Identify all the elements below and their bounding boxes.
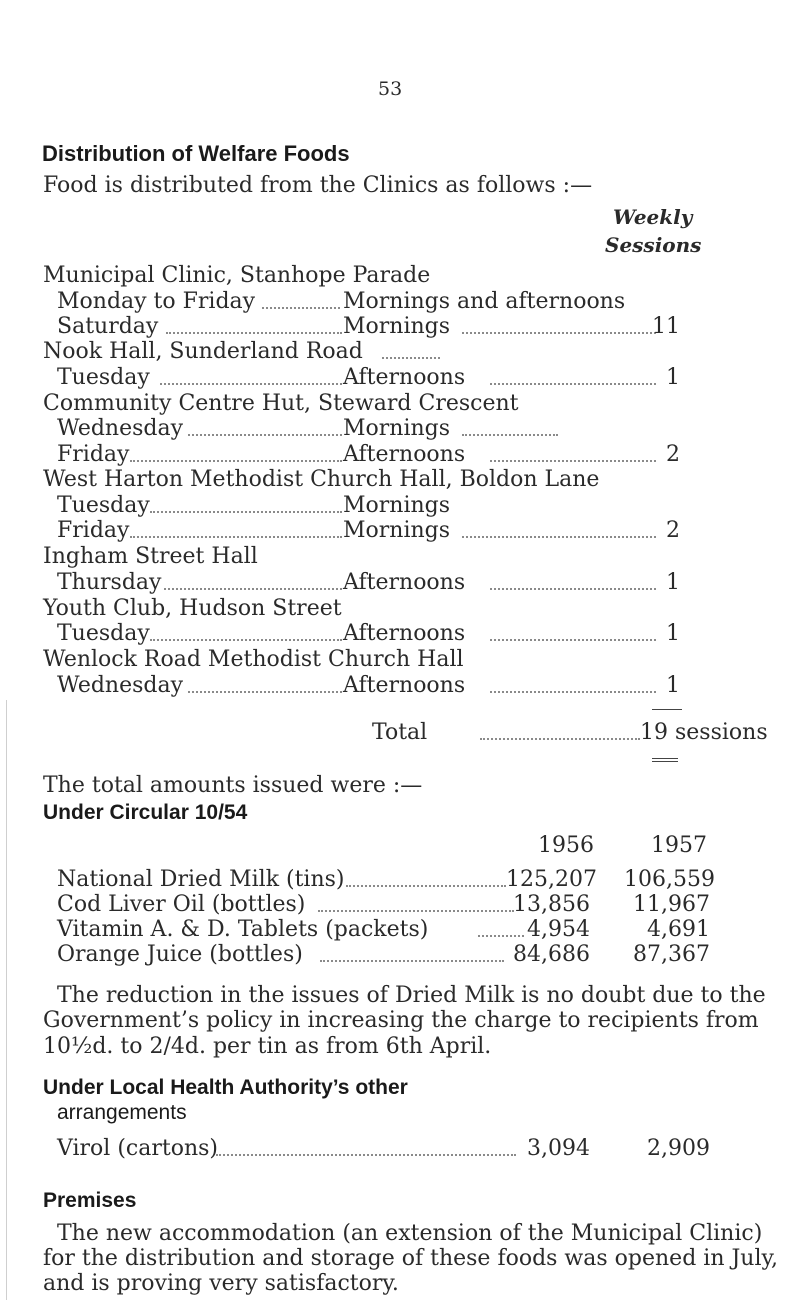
clinic-day: Wednesday — [57, 416, 184, 441]
item-1957: 4,691 — [647, 917, 710, 942]
premises-heading: Premises — [43, 1189, 137, 1212]
clinic-time: Afternoons — [343, 570, 466, 595]
item-1956: 13,856 — [513, 892, 590, 917]
section-title: Distribution of Welfare Foods — [42, 141, 350, 166]
clinic-time: Afternoons — [343, 673, 466, 698]
item-1957: 106,559 — [624, 867, 715, 892]
clinic-name: Wenlock Road Methodist Church Hall — [43, 647, 464, 672]
clinic-time: Afternoons — [343, 621, 466, 646]
total-double-rule-2 — [652, 761, 678, 762]
item-1957: 11,967 — [633, 892, 710, 917]
local-heading-2: arrangements — [57, 1101, 187, 1124]
clinic-time: Mornings — [343, 416, 451, 441]
circular-heading: Under Circular 10/54 — [43, 801, 248, 824]
clinic-name: Nook Hall, Sunderland Road — [43, 339, 363, 364]
clinic-day: Saturday — [57, 314, 159, 339]
year-1957: 1957 — [651, 833, 707, 858]
virol-label: Virol (cartons) — [57, 1136, 218, 1161]
clinic-name: West Harton Methodist Church Hall, Boldon Lane — [43, 467, 600, 492]
page-number: 53 — [378, 78, 403, 100]
premises-line: for the distribution and storage of these foods was opened in July, — [43, 1246, 779, 1271]
weekly-header-1: Weekly — [613, 205, 693, 229]
clinic-day: Thursday — [57, 570, 162, 595]
clinic-day: Tuesday — [57, 621, 150, 646]
total-double-rule-1 — [652, 758, 678, 759]
clinic-sessions: 2 — [666, 518, 680, 543]
clinic-name: Ingham Street Hall — [43, 544, 258, 569]
virol-1956: 3,094 — [527, 1136, 590, 1161]
scan-edge-line — [6, 700, 7, 1300]
clinic-sessions: 1 — [666, 570, 680, 595]
clinic-sessions: 1 — [666, 673, 680, 698]
reduction-line: 10½d. to 2/4d. per tin as from 6th April. — [43, 1034, 492, 1059]
year-1956: 1956 — [538, 833, 594, 858]
amounts-intro: The total amounts issued were :— — [43, 773, 423, 798]
clinic-name: Municipal Clinic, Stanhope Parade — [43, 263, 431, 288]
item-1956: 4,954 — [527, 917, 590, 942]
intro-line: Food is distributed from the Clinics as follows :— — [43, 173, 593, 198]
clinic-time: Afternoons — [343, 442, 466, 467]
reduction-line: Government’s policy in increasing the charge to recipients from — [43, 1008, 759, 1033]
virol-1957: 2,909 — [647, 1136, 710, 1161]
clinic-day: Wednesday — [57, 673, 184, 698]
weekly-header-2: Sessions — [605, 233, 702, 257]
clinic-day: Tuesday — [57, 493, 150, 518]
item-1956: 125,207 — [506, 867, 597, 892]
clinic-time: Afternoons — [343, 365, 466, 390]
clinic-day: Monday to Friday — [57, 289, 256, 314]
item-label: National Dried Milk (tins) — [57, 867, 345, 892]
clinic-name: Youth Club, Hudson Street — [43, 596, 342, 621]
clinic-day: Tuesday — [57, 365, 150, 390]
reduction-line: The reduction in the issues of Dried Milk is no doubt due to the — [57, 983, 766, 1008]
item-label: Cod Liver Oil (bottles) — [57, 892, 306, 917]
clinic-time: Mornings — [343, 518, 451, 543]
local-heading-1: Under Local Health Authority’s other — [43, 1076, 408, 1099]
total-value: 19 sessions — [640, 720, 768, 745]
clinic-name: Community Centre Hut, Steward Crescent — [43, 391, 519, 416]
clinic-time: Mornings — [343, 314, 451, 339]
clinic-sessions: 1 — [666, 365, 680, 390]
item-label: Vitamin A. & D. Tablets (packets) — [57, 917, 429, 942]
clinic-sessions: 2 — [666, 442, 680, 467]
total-rule — [652, 709, 682, 710]
clinic-sessions: 1 — [666, 621, 680, 646]
premises-line: The new accommodation (an extension of the Municipal Clinic) — [57, 1221, 763, 1246]
clinic-sessions: 11 — [652, 314, 680, 339]
clinic-day: Friday — [57, 442, 130, 467]
item-1957: 87,367 — [633, 942, 710, 967]
item-label: Orange Juice (bottles) — [57, 942, 303, 967]
clinic-time: Mornings — [343, 493, 451, 518]
clinic-time: Mornings and afternoons — [343, 289, 626, 314]
premises-line: and is proving very satisfactory. — [43, 1271, 399, 1296]
total-label: Total — [372, 720, 428, 745]
item-1956: 84,686 — [513, 942, 590, 967]
clinic-day: Friday — [57, 518, 130, 543]
